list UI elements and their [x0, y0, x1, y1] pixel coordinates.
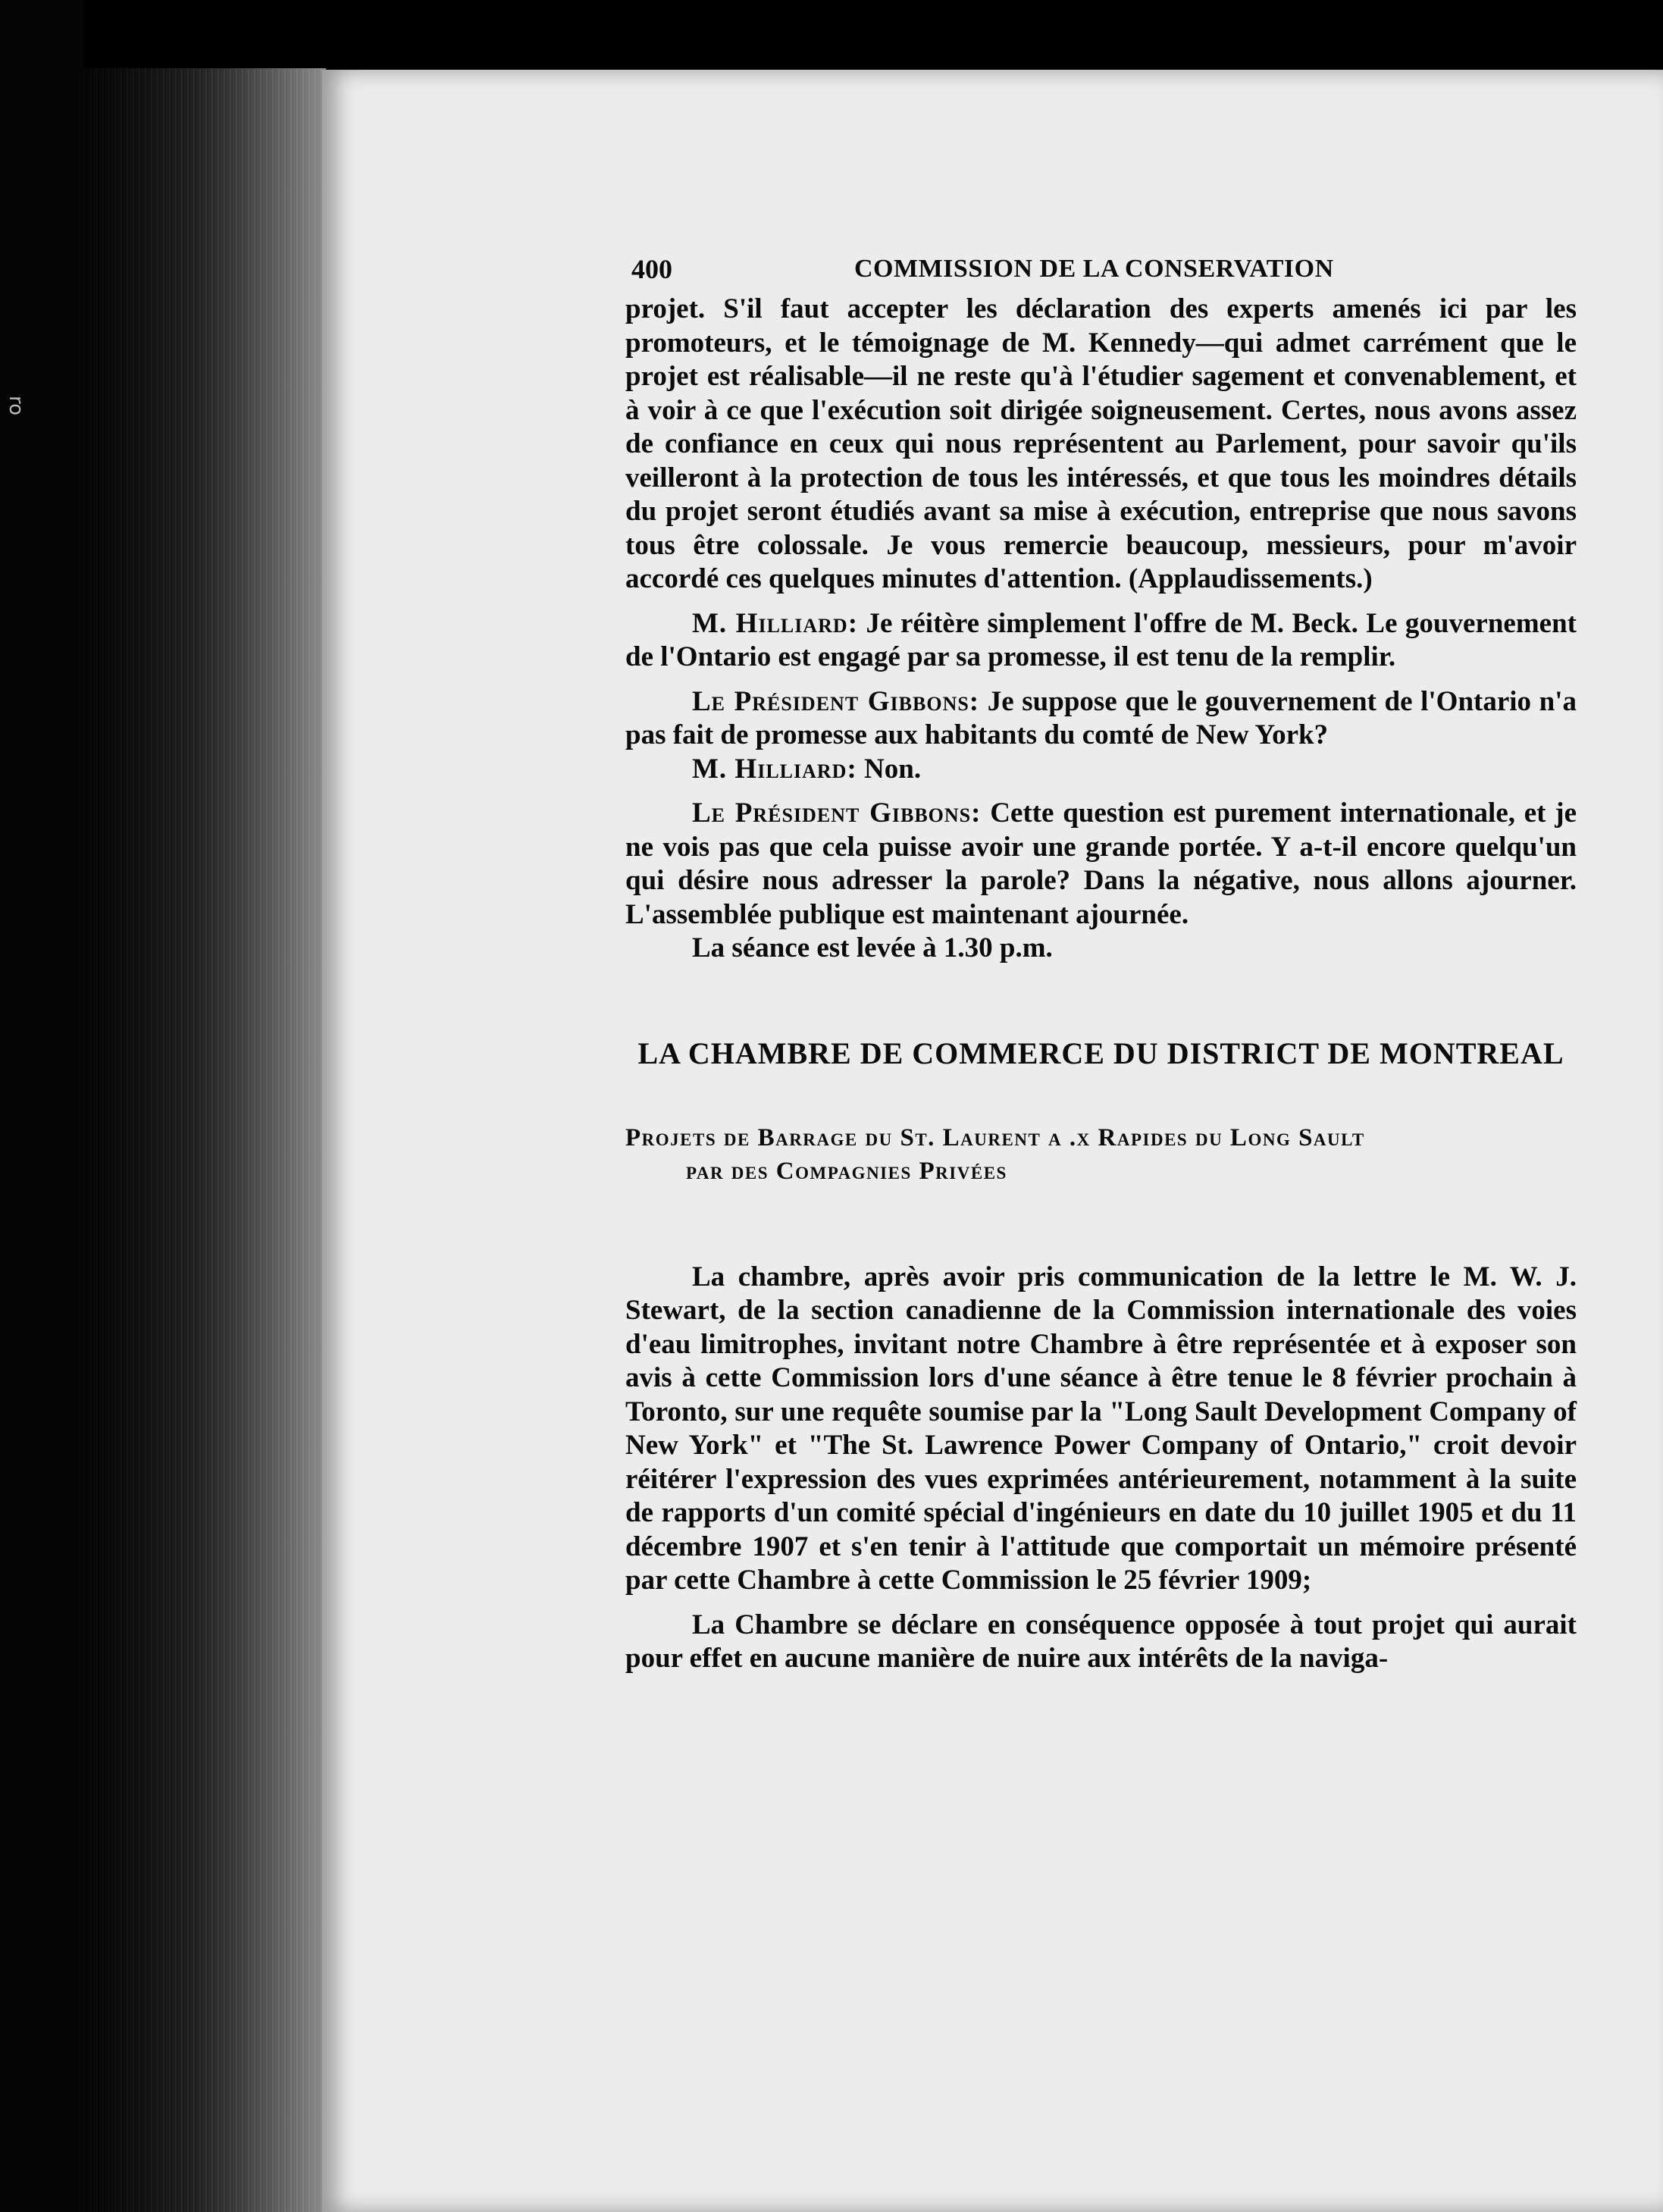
subheading-line-1: Projets de Barrage du St. Laurent a .x Rapides du Long Sault: [625, 1123, 1365, 1151]
section-paragraph: La chambre, après avoir pris communication de la lettre le M. W. J. Stewart, de la section canadienne de la Commission internationale des voies d'eau limitrophes, invitant notre Chambre à être représentée et à exposer son avis à cette Commission lors d'une séance à être tenue le 8 février prochain à Toronto, sur une requête soumise par la "Long Sault Development Company of New York" et "The St. Lawrence Power Company of Ontario," croit devoir réitérer l'expression des vues exprimées antérieurement, notamment à la suite de rapports d'un comité spécial d'ingénieurs en date du 10 juillet 1905 et du 11 décembre 1907 et s'en tenir à l'attitude que comportait un mémoire présenté par cette Chambre à cette Commission le 25 février 1909;: [625, 1261, 1577, 1596]
closing-line: La séance est levée à 1.30 p.m.: [692, 932, 1053, 963]
subheading-line-2: par des Compagnies Privées: [686, 1157, 1007, 1185]
exchange-gibbons-2: [625, 797, 1577, 932]
exchange-hilliard-2: [625, 753, 1577, 787]
book-page-edges-shadow: [83, 68, 326, 2212]
speech-text: Cette question est purement internationale, et je ne vois pas que cela puisse avoir une grande portée. Y a-t-il encore quelqu'un qui désire nous adresser la parole? Dans la négative, nous allons ajourner. L'assemblée publique est maintenant ajournée.: [625, 797, 1577, 930]
running-head: [625, 240, 1577, 293]
section-paragraph: La Chambre se déclare en conséquence opposée à tout projet qui aurait pour effet en aucune manière de nuire aux intérêts de la naviga-: [625, 1609, 1577, 1674]
exchange-hilliard-1: [625, 607, 1577, 675]
speech-text: Je suppose que le gouvernement de l'Ontario n'a pas fait de promesse aux habitants du comté de New York?: [625, 685, 1577, 750]
speech-text: Je réitère simplement l'offre de M. Beck. Le gouvernement de l'Ontario est engagé par sa promesse, il est tenu de la remplir.: [625, 607, 1577, 672]
speaker-name: M. Hilliard:: [692, 607, 859, 639]
speech-text: Non.: [864, 753, 922, 785]
section-subheading: [625, 1121, 1577, 1188]
book-page: [322, 70, 1663, 2212]
speaker-name: Le Président Gibbons:: [692, 797, 982, 829]
body-text: [625, 293, 1577, 966]
page-content: [625, 240, 1577, 1676]
speaker-name: M. Hilliard:: [692, 753, 857, 785]
running-title: COMMISSION DE LA CONSERVATION: [854, 255, 1334, 283]
margin-mark: ro: [5, 395, 28, 416]
speaker-name: Le Président Gibbons:: [692, 685, 980, 717]
section-heading: LA CHAMBRE DE COMMERCE DU DISTRICT DE MONTREAL: [637, 1036, 1564, 1070]
paragraph-continuation: projet. S'il faut accepter les déclaration des experts amenés ici par les promoteurs, et le témoignage de M. Kennedy—qui admet carrément que le projet est réalisable—il ne reste qu'à l'étudier sagement et convenablement, et à voir à ce que l'exécution soit dirigée soigneusement. Certes, nous avons assez de confiance en ceux qui nous représentent au Parlement, pour savoir qu'ils veilleront à la protection de tous les intéressés, et que tous les moindres détails du projet seront étudiés avant sa mise à exécution, entreprise que nous savons tous être colossale. Je vous remercie beaucoup, messieurs, pour m'avoir accordé ces quelques minutes d'attention. (Applaudissements.): [625, 293, 1577, 594]
page-number: 400: [631, 254, 672, 284]
section-body: [625, 1261, 1577, 1676]
scan-left-border: [0, 0, 83, 2212]
exchange-gibbons-1: [625, 685, 1577, 753]
